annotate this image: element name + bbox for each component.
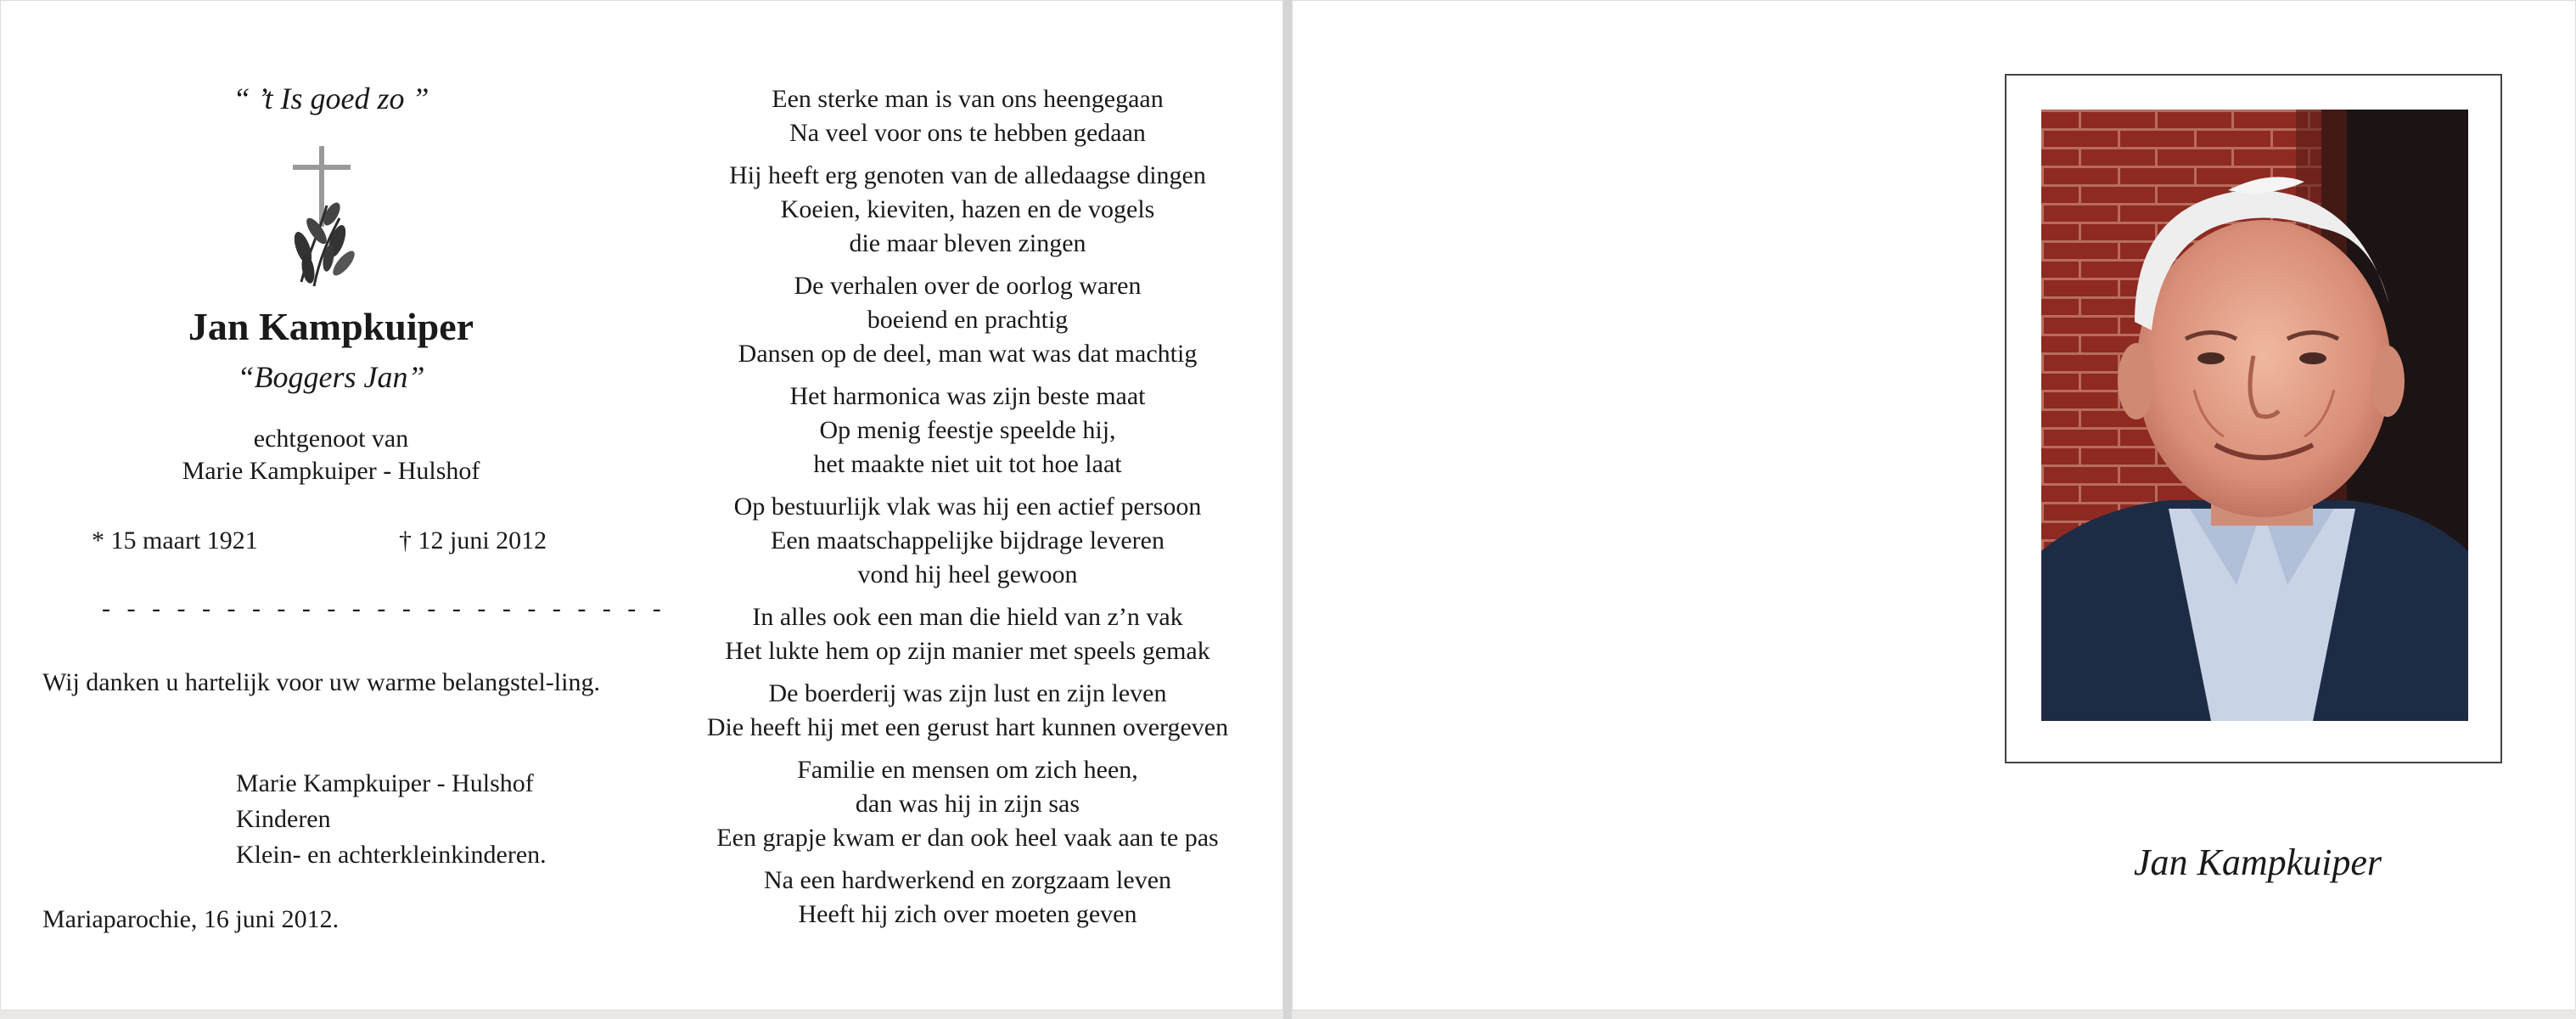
- spouse-name: Marie Kampkuiper - Hulshof: [182, 457, 480, 485]
- poem-line: die maar bleven zingen: [849, 229, 1086, 257]
- spouse-label: echtgenoot van: [253, 425, 409, 453]
- cross-with-wheat-icon: [276, 146, 369, 295]
- signer-line: Marie Kampkuiper - Hulshof: [236, 769, 534, 797]
- poem-line: Op menig feestje speelde hij,: [819, 416, 1116, 444]
- poem-line: vond hij heel gewoon: [857, 560, 1078, 588]
- deceased-name: Jan Kampkuiper: [188, 305, 474, 348]
- poem-stanza: [671, 600, 1265, 668]
- poem-line: boeiend en prachtig: [867, 306, 1069, 334]
- separator: - - - - - - - - - - - - - - - - - - - - - - -: [102, 594, 666, 622]
- poem-line: Een maatschappelijke bijdrage leveren: [771, 526, 1165, 555]
- birth-date: * 15 maart 1921: [92, 526, 258, 555]
- poem-line: Het harmonica was zijn beste maat: [789, 382, 1146, 410]
- poem-stanza: [671, 82, 1265, 150]
- poem-line: Die heeft hij met een gerust hart kunnen overgeven: [706, 713, 1229, 741]
- poem-line: Na een hardwerkend en zorgzaam leven: [763, 866, 1172, 894]
- poem-line: Koeien, kieviten, hazen en de vogels: [780, 195, 1155, 223]
- card-fold: [1283, 0, 1292, 1019]
- portrait-photo: [2041, 110, 2468, 721]
- poem-stanza: [671, 159, 1265, 261]
- poem-line: Heeft hij zich over moeten geven: [798, 900, 1137, 928]
- nickname: “Boggers Jan”: [237, 360, 425, 394]
- poem-line: Hij heeft erg genoten van de alledaagse dingen: [729, 161, 1206, 189]
- poem-line: De verhalen over de oorlog waren: [794, 272, 1142, 300]
- poem-line: Familie en mensen om zich heen,: [797, 756, 1138, 784]
- place-date: Mariaparochie, 16 juni 2012.: [42, 905, 340, 933]
- poem-line: De boerderij was zijn lust en zijn leven: [768, 679, 1167, 707]
- poem-stanza: [671, 864, 1265, 932]
- signer-line: Kinderen: [236, 805, 331, 833]
- poem: [671, 82, 1265, 940]
- photo-caption: Jan Kampkuiper: [2133, 842, 2382, 883]
- poem-stanza: [671, 490, 1265, 592]
- thanks-text: Wij danken u hartelijk voor uw warme belangstel-ling.: [42, 668, 600, 696]
- left-page: [0, 0, 1283, 1011]
- poem-line: Op bestuurlijk vlak was hij een actief persoon: [733, 493, 1202, 521]
- motto: “ ’t Is goed zo ”: [233, 82, 429, 115]
- poem-stanza: [671, 677, 1265, 745]
- poem-line: In alles ook een man die hield van z’n vak: [752, 603, 1183, 631]
- poem-line: Een sterke man is van ons heengegaan: [772, 85, 1164, 113]
- poem-line: Dansen op de deel, man wat was dat machtig: [738, 340, 1198, 368]
- poem-line: Een grapje kwam er dan ook heel vaak aan te pas: [716, 824, 1219, 852]
- poem-line: Het lukte hem op zijn manier met speels gemak: [725, 637, 1210, 665]
- death-date: † 12 juni 2012: [399, 526, 547, 555]
- poem-stanza: [671, 269, 1265, 371]
- poem-line: dan was hij in zijn sas: [855, 790, 1080, 818]
- poem-stanza: [671, 753, 1265, 855]
- signer-line: Klein- en achterkleinkinderen.: [236, 841, 547, 869]
- poem-stanza: [671, 380, 1265, 481]
- poem-line: Na veel voor ons te hebben gedaan: [789, 119, 1146, 147]
- poem-line: het maakte niet uit tot hoe laat: [813, 450, 1122, 478]
- signers: [236, 766, 547, 873]
